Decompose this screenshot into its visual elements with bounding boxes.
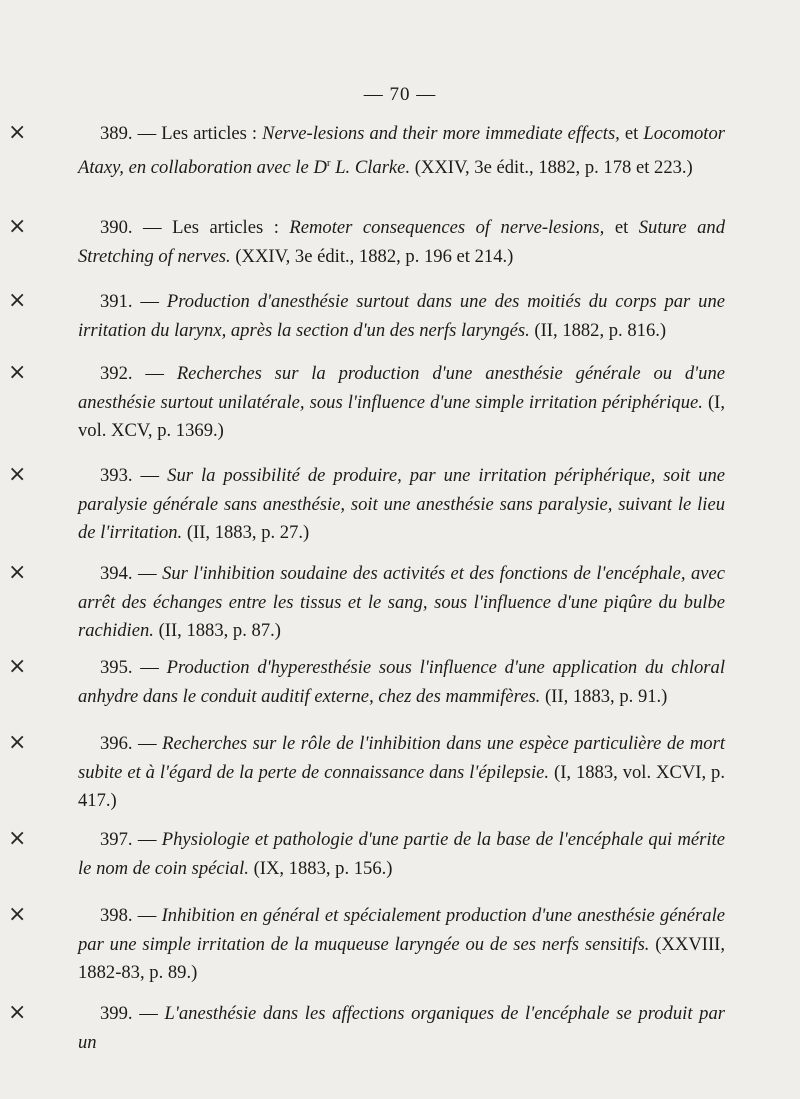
- entry-number: 390.: [100, 217, 133, 238]
- entry-number: 393.: [100, 465, 133, 486]
- entry-conjunction: et: [619, 123, 644, 144]
- entry-dash: —: [132, 363, 177, 384]
- entry-dash: —: [132, 465, 168, 486]
- entry-title: Sur la possibilité de produire, par une irritation périphérique, soit une paralysie générale sans anesthésie, soit une anesthésie sans paralysie, suivant le lieu de l'irritation.: [78, 465, 725, 543]
- entry-number: 391.: [100, 291, 133, 312]
- entry-title: Nerve-lesions and their more immediate effects,: [262, 123, 620, 144]
- x-mark-icon: ×: [8, 560, 27, 585]
- entry-dash: —: [132, 1003, 165, 1024]
- entry-text: [78, 214, 725, 271]
- entry-dash: —: [132, 217, 173, 238]
- x-mark-icon: ×: [8, 288, 27, 313]
- x-mark-icon: ×: [8, 826, 27, 851]
- x-mark-icon: ×: [8, 1000, 27, 1025]
- entry-title: Production d'anesthésie surtout dans une des moitiés du corps par une irritation du larynx, après la section d'un des nerfs laryngés.: [78, 291, 725, 341]
- entry-number: 397.: [100, 829, 133, 850]
- entry-text: [78, 288, 725, 345]
- entry-reference: (II, 1883, p. 91.): [540, 685, 668, 707]
- entry-title: Physiologie et pathologie d'une partie de la base de l'encéphale qui mérite le nom de coin spécial.: [78, 829, 725, 879]
- entry-title: L'anesthésie dans les affections organiques de l'encéphale se produit par un: [78, 1003, 726, 1053]
- entry-reference: (I, 1883, vol. XCVI, p. 417.): [78, 761, 725, 811]
- entry-title: Remoter consequences of nerve-lesions,: [289, 217, 605, 238]
- entry-reference: (II, 1883, p. 27.): [182, 522, 310, 543]
- entry-superscript: r: [326, 156, 331, 169]
- entry-number: 398.: [100, 905, 133, 926]
- entry-reference: (II, 1883, p. 87.): [153, 620, 281, 641]
- entry-dash: —: [132, 733, 163, 754]
- entry-text: [78, 360, 725, 446]
- entry-reference: (XXIV, 3e édit., 1882, p. 178 et 223.): [410, 156, 693, 178]
- entry-title-2: Suture and Stretching of nerves.: [78, 217, 725, 267]
- entry-dash: —: [132, 291, 167, 312]
- entry-text: [78, 560, 725, 646]
- entry-title: Sur l'inhibition soudaine des activités et des fonctions de l'encéphale, avec arrêt des échanges entre les tissus et le sang, sous l'influence d'une piqûre du bulbe rachidien.: [78, 563, 726, 641]
- entry-text: [78, 730, 725, 816]
- x-mark-icon: ×: [8, 654, 27, 679]
- entry-text: [78, 826, 725, 883]
- entry-title: Inhibition en général et spécialement production d'une anesthésie générale par une simple irritation de la muqueuse laryngée ou de ses nerfs sensitifs.: [78, 905, 725, 955]
- entry-reference: (II, 1882, p. 816.): [529, 319, 667, 341]
- entry-number: 394.: [100, 563, 133, 584]
- entry-prefix: Les articles :: [161, 123, 263, 144]
- entry-reference: (XXVIII, 1882-83, p. 89.): [78, 933, 725, 983]
- entry-number: 399.: [100, 1003, 133, 1024]
- entry-dash: —: [132, 829, 162, 850]
- entry-title-2: Locomotor Ataxy, en collaboration avec le D: [78, 123, 725, 178]
- entry-title: Recherches sur le rôle de l'inhibition dans une espèce particulière de mort subite et à l'égard de la perte de connaissance dans l'épilepsie.: [78, 733, 725, 783]
- entry-number: 396.: [100, 733, 133, 754]
- entry-number: 392.: [100, 363, 133, 384]
- page-number: — 70 —: [363, 84, 437, 105]
- entry-text: [78, 1000, 725, 1057]
- entry-text: [78, 654, 725, 711]
- entry-dash: —: [132, 563, 163, 584]
- entry-dash: —: [132, 123, 162, 144]
- entry-number: 395.: [100, 657, 133, 678]
- entry-text: [78, 902, 725, 988]
- entry-number: 389.: [100, 123, 133, 144]
- x-mark-icon: ×: [8, 360, 27, 385]
- x-mark-icon: ×: [8, 730, 27, 755]
- entry-reference: (IX, 1883, p. 156.): [248, 857, 393, 879]
- entry-text: [78, 462, 725, 548]
- entry-reference: (XXIV, 3e édit., 1882, p. 196 et 214.): [230, 245, 514, 267]
- x-mark-icon: ×: [8, 120, 27, 145]
- x-mark-icon: ×: [8, 902, 27, 927]
- entry-title: Recherches sur la production d'une anesthésie générale ou d'une anesthésie surtout unilatérale, sous l'influence d'une simple irritation périphérique.: [78, 363, 726, 413]
- entry-prefix: Les articles :: [172, 217, 290, 238]
- x-mark-icon: ×: [8, 214, 27, 239]
- entry-conjunction: et: [604, 217, 639, 238]
- entry-reference: (I, vol. XCV, p. 1369.): [78, 391, 725, 441]
- entry-title-3: L. Clarke.: [330, 156, 411, 178]
- entry-text: [78, 120, 725, 182]
- x-mark-icon: ×: [8, 462, 27, 487]
- entry-dash: —: [132, 657, 167, 678]
- entry-title: Production d'hyperesthésie sous l'influence d'une application du chloral anhydre dans le conduit auditif externe, chez des mammifères.: [78, 657, 725, 707]
- entry-dash: —: [132, 905, 162, 926]
